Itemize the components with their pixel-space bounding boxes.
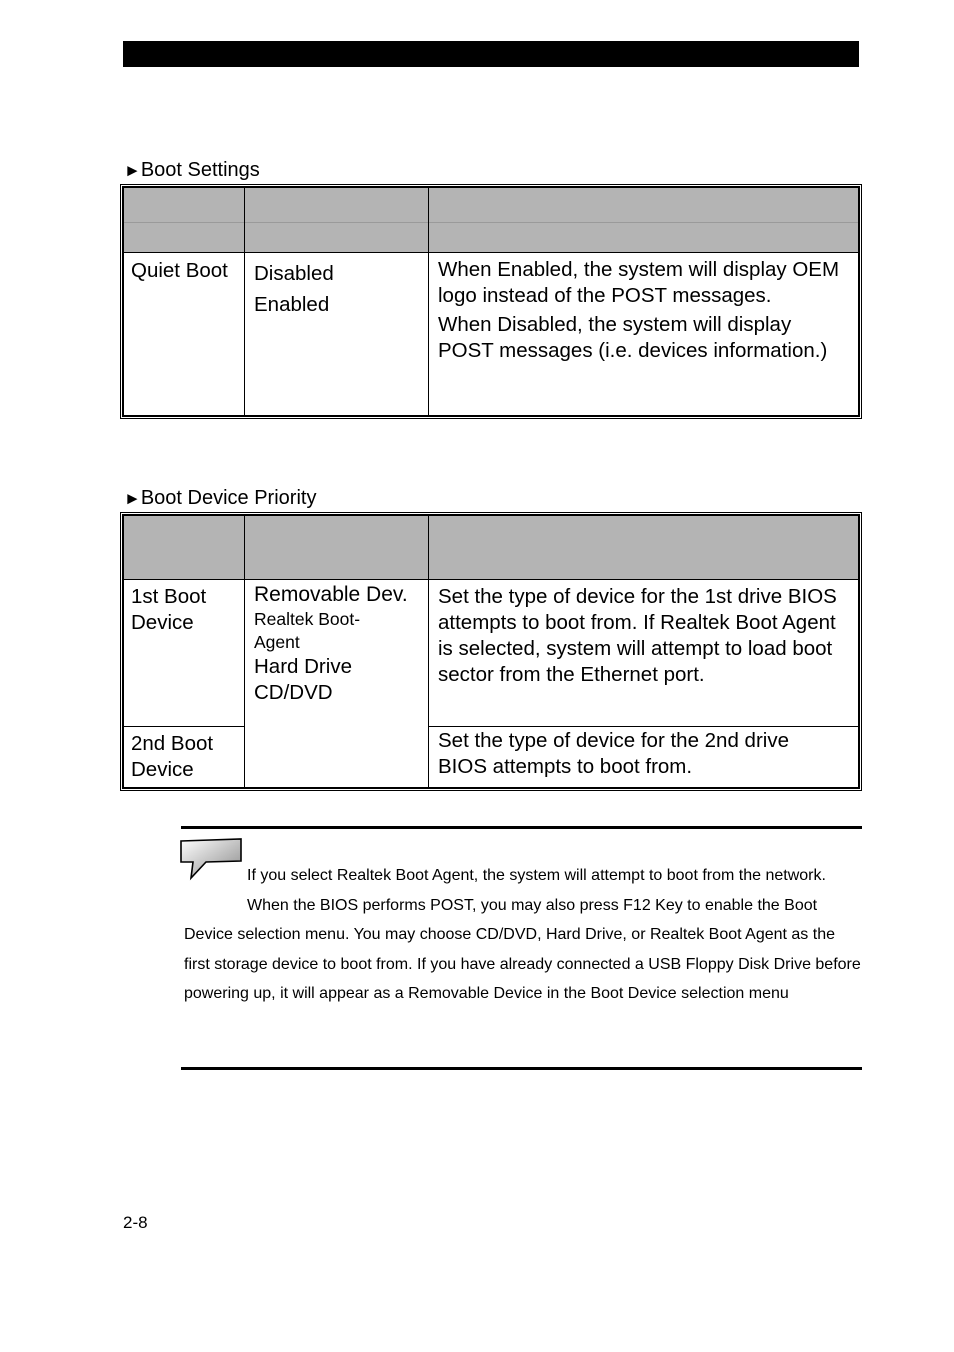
table-row	[124, 253, 859, 416]
description-cell: When Enabled, the system will display OEM logo instead of the POST messages. When Disabled, the system will display POST messages (i.e. devices information.)	[429, 253, 859, 416]
table-header-row	[124, 188, 859, 253]
header-bar	[123, 41, 859, 67]
header-cell	[429, 188, 859, 253]
header-cell	[245, 516, 429, 580]
section-title-boot-device-priority: ►Boot Device Priority	[124, 487, 317, 509]
triangle-bullet-icon: ►	[124, 489, 141, 508]
note-paragraph: When the BIOS performs POST, you may also press F12 Key to enable the Boot Device selection menu. You may choose CD/DVD, Hard Drive, or Realtek Boot Agent as the first storage device to boot from. If you have already connected a USB Floppy Disk Drive before powering up, it will appear as a Removable Device in the Boot Device selection menu	[184, 896, 861, 1002]
header-cell	[124, 516, 245, 580]
header-cell	[124, 188, 245, 253]
table-header-row	[124, 516, 859, 580]
table-row	[124, 580, 859, 727]
triangle-bullet-icon: ►	[124, 161, 141, 180]
boot-settings-table	[120, 184, 862, 419]
description-cell: Set the type of device for the 1st drive BIOS attempts to boot from. If Realtek Boot Agent is selected, system will attempt to load boot sector from the Ethernet port.	[429, 580, 859, 727]
page-number: 2-8	[123, 1213, 148, 1232]
item-cell: 2nd Boot Device	[124, 727, 245, 788]
note-text	[184, 861, 864, 1009]
header-cell	[245, 188, 429, 253]
item-cell: 1st Boot Device	[124, 580, 245, 727]
header-cell	[429, 516, 859, 580]
section-title-boot-settings: ►Boot Settings	[124, 159, 260, 181]
table-row	[124, 727, 859, 788]
boot-device-priority-table	[120, 512, 862, 791]
options-cell: Disabled Enabled	[245, 253, 429, 416]
note-paragraph: If you select Realtek Boot Agent, the system will attempt to boot from the network.	[247, 867, 826, 884]
item-cell: Quiet Boot	[124, 253, 245, 416]
note-box	[181, 826, 862, 1070]
options-cell: Removable Dev. Realtek Boot-Agent Hard Drive CD/DVD	[245, 580, 429, 788]
description-cell: Set the type of device for the 2nd drive BIOS attempts to boot from.	[429, 727, 859, 788]
